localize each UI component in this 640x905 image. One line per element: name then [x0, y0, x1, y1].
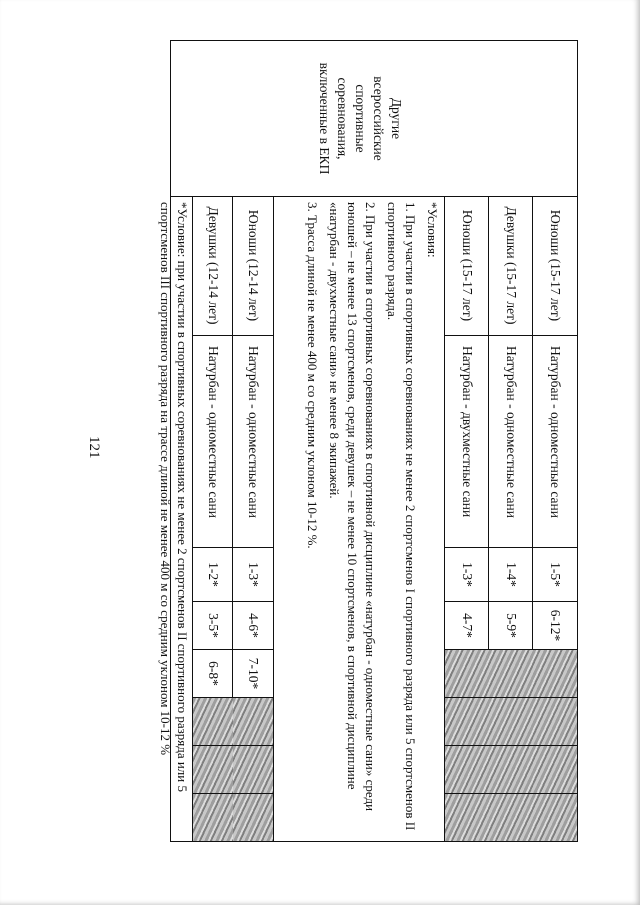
place-range-cell: 4-7*: [445, 602, 489, 650]
shaded-cell: [445, 746, 489, 794]
table-row: [532, 196, 577, 841]
place-range-cell: 1-3*: [233, 548, 273, 602]
shaded-cell: [445, 794, 489, 841]
table-row: [192, 196, 233, 841]
shaded-cell: [445, 650, 489, 698]
footnote: *Условие: при участии в спортивных соревнованиях не менее 2 спортсменов II спортивного разряда или 5 спортсменов III спортивного разряда на трассе длиной не менее 400 м со средним уклоном 10-12 %: [158, 202, 190, 792]
category-cell: [171, 41, 577, 197]
shaded-cell: [193, 794, 233, 841]
ranking-table: [158, 40, 578, 842]
age-group-cell: Девушки (12-14 лет): [193, 196, 233, 336]
shaded-cell: [533, 794, 577, 841]
age-group-cell: Девушки (15-17 лет): [489, 196, 533, 336]
shaded-cell: [489, 698, 533, 746]
place-range-cell: 1-5*: [533, 548, 577, 602]
age-group-cell: Юноши (12-14 лет): [233, 196, 273, 336]
shaded-cell: [533, 746, 577, 794]
table-row: [232, 196, 273, 841]
place-range-cell: 3-5*: [193, 602, 233, 650]
condition-item: 2. При участии в спортивных соревнованиях в спортивной дисциплине «натурбан - одноместные сани» среди юношей – не менее 13 спортсменов, среди девушек – не менее 10 спортсменов, в спортивной дисциплине «натурбан - двухместные сани» не менее 8 экипажей.: [327, 202, 378, 812]
conditions-title: *Условия:: [425, 202, 440, 258]
discipline-cell: Натурбан - одноместные сани: [193, 336, 233, 548]
age-group-cell: Юноши (15-17 лет): [533, 196, 577, 336]
place-range-cell: 1-4*: [489, 548, 533, 602]
conditions-block: [273, 196, 445, 841]
age-group-cell: Юноши (15-17 лет): [445, 196, 489, 336]
discipline-cell: Натурбан - двухместные сани: [445, 336, 489, 548]
shaded-cell: [193, 698, 233, 746]
table-row: [488, 196, 533, 841]
shaded-cell: [533, 698, 577, 746]
table-row: [444, 196, 489, 841]
discipline-cell: Натурбан - одноместные сани: [533, 336, 577, 548]
condition-item: 3. Трасса длиной не менее 400 м со средним уклоном 10-12 %.: [305, 202, 320, 549]
shaded-cell: [489, 650, 533, 698]
shaded-cell: [489, 794, 533, 841]
shaded-cell: [445, 698, 489, 746]
place-range-cell: 1-2*: [193, 548, 233, 602]
shaded-cell: [193, 746, 233, 794]
place-range-cell: 5-9*: [489, 602, 533, 650]
discipline-cell: Натурбан - одноместные сани: [489, 336, 533, 548]
place-range-cell: 7-10*: [233, 650, 273, 698]
place-range-cell: 1-3*: [445, 548, 489, 602]
page-number: 121: [86, 436, 102, 459]
shaded-cell: [489, 746, 533, 794]
shaded-cell: [233, 746, 273, 794]
shaded-cell: [533, 650, 577, 698]
discipline-cell: Натурбан - одноместные сани: [233, 336, 273, 548]
place-range-cell: 6-8*: [193, 650, 233, 698]
category-label: Другие всероссийские спортивные соревнования, включенные в ЕКП: [317, 62, 404, 175]
place-range-cell: 4-6*: [233, 602, 273, 650]
place-range-cell: 6-12*: [533, 602, 577, 650]
shaded-cell: [233, 698, 273, 746]
shaded-cell: [233, 794, 273, 841]
condition-item: 1. При участии в спортивных соревнованиях не менее 2 спортсменов I спортивного разряда или 5 спортсменов II спортивного разряда.: [385, 202, 418, 831]
